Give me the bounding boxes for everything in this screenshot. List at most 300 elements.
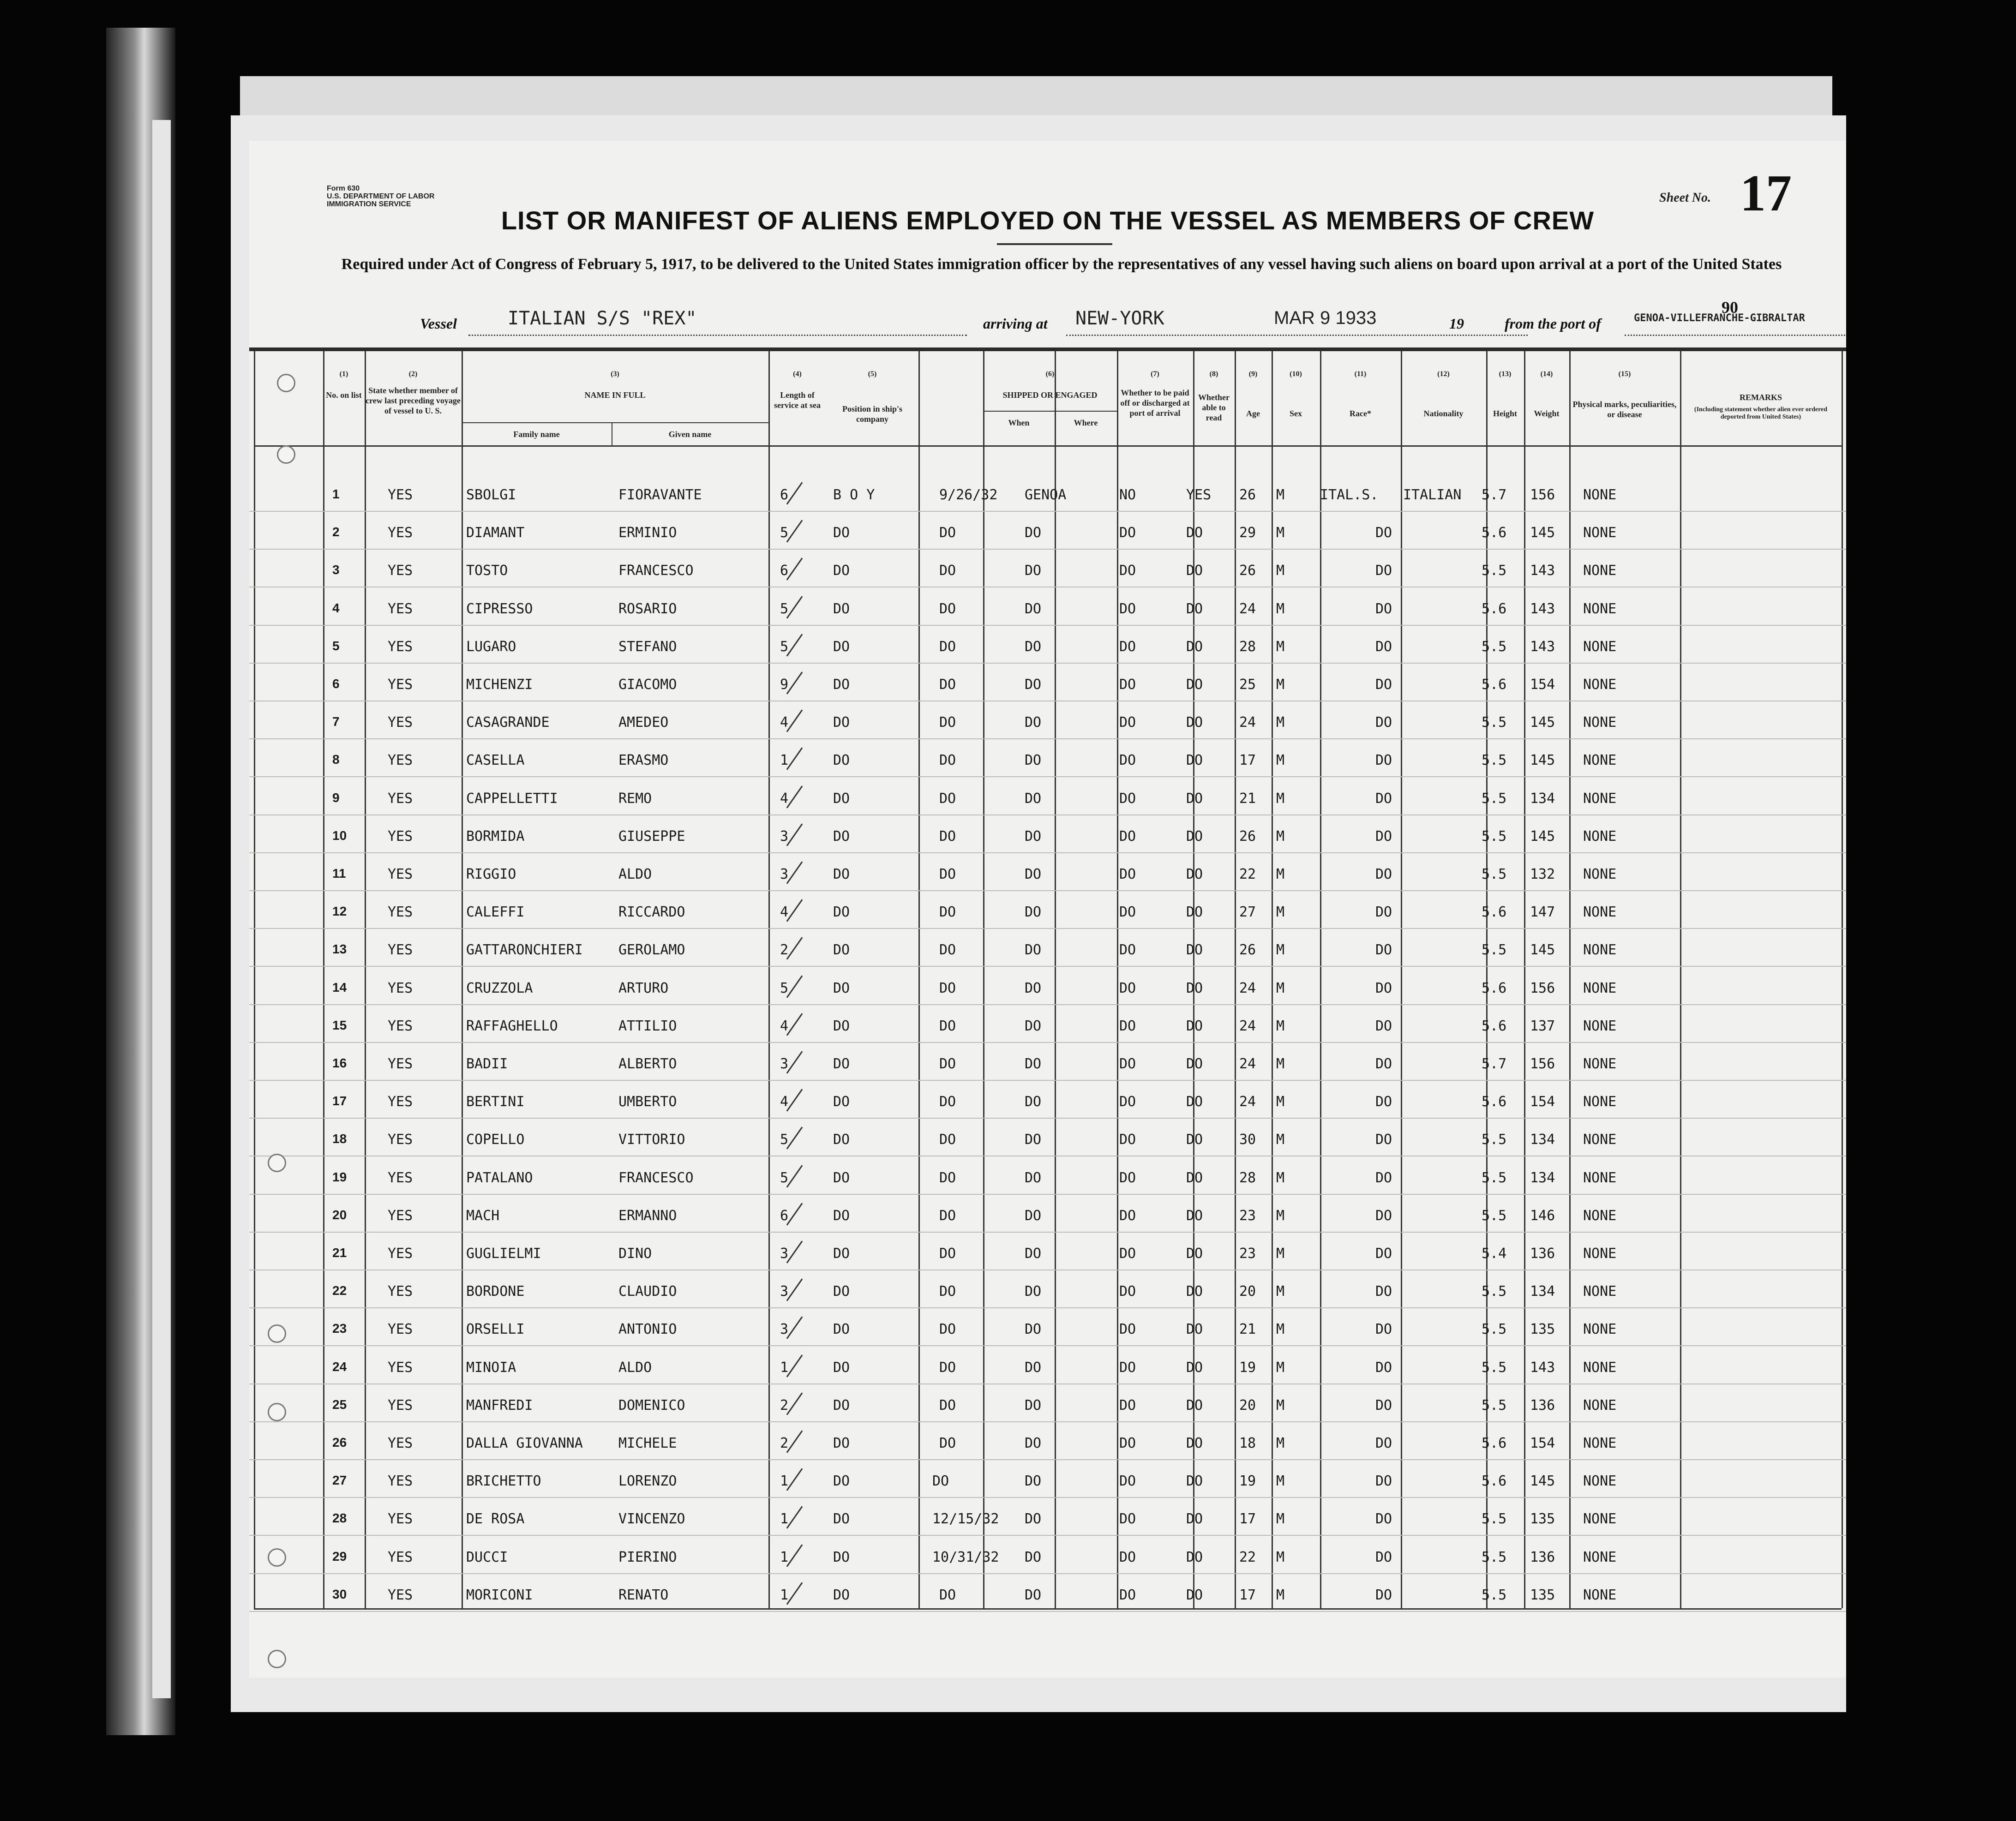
table-cell: DO xyxy=(1375,563,1392,579)
header-sex: Sex xyxy=(1290,409,1302,418)
table-cell: 135 xyxy=(1530,1321,1555,1338)
column-divider xyxy=(983,351,984,1608)
table-cell: RICCARDO xyxy=(618,904,685,921)
table-cell: DO xyxy=(1186,1169,1203,1186)
table-cell: DO xyxy=(1025,1169,1042,1186)
table-cell: DO xyxy=(939,1246,956,1262)
table-cell: DO xyxy=(833,1132,850,1148)
header-name: NAME IN FULL xyxy=(584,390,646,400)
table-cell: DO xyxy=(833,1587,850,1603)
table-cell: 27 xyxy=(1239,904,1256,921)
table-cell: 2 xyxy=(780,1435,789,1451)
row-rule xyxy=(249,890,1846,891)
check-mark xyxy=(786,975,803,998)
table-cell: 5 xyxy=(780,1132,789,1148)
table-cell: 154 xyxy=(1530,1435,1555,1451)
table-cell: MORICONI xyxy=(466,1587,533,1603)
table-cell: DO xyxy=(939,677,956,693)
table-cell: DO xyxy=(1025,525,1042,541)
check-mark xyxy=(786,710,803,732)
table-cell: DO xyxy=(939,1435,956,1451)
table-cell: COPELLO xyxy=(466,1132,525,1148)
check-mark xyxy=(786,1013,803,1036)
table-cell: YES xyxy=(388,487,413,503)
table-cell: 20 xyxy=(332,1207,347,1222)
column-divider xyxy=(1055,351,1056,1608)
table-cell: DO xyxy=(1375,866,1392,882)
table-cell: 5.6 xyxy=(1482,600,1507,617)
binder-hole xyxy=(277,445,295,464)
check-mark xyxy=(786,671,803,694)
table-cell: DO xyxy=(1025,1018,1042,1034)
table-cell: DO xyxy=(1375,1283,1392,1300)
table-cell: 4 xyxy=(780,1018,789,1034)
table-cell: DO xyxy=(1025,677,1042,693)
table-cell: DO xyxy=(833,525,850,541)
table-cell: DOMENICO xyxy=(618,1397,685,1414)
table-cell: DO xyxy=(833,1094,850,1110)
column-number: (8) xyxy=(1209,370,1218,378)
table-cell: 5.5 xyxy=(1482,790,1507,807)
table-cell: DE ROSA xyxy=(466,1511,525,1527)
table-cell: YES xyxy=(388,1169,413,1186)
check-mark xyxy=(786,1582,803,1605)
table-cell: DO xyxy=(1186,1587,1203,1603)
table-cell: M xyxy=(1276,525,1285,541)
row-rule xyxy=(249,1345,1846,1346)
table-cell: DO xyxy=(1186,677,1203,693)
check-mark xyxy=(786,785,803,808)
table-cell: 4 xyxy=(780,1094,789,1110)
table-cell: 2 xyxy=(332,525,340,539)
table-cell: DO xyxy=(1186,980,1203,996)
table-cell: DO xyxy=(1025,1587,1042,1603)
header-nationality: Nationality xyxy=(1423,409,1464,418)
table-cell: DO xyxy=(1375,828,1392,845)
header-no: No. on list xyxy=(326,390,362,400)
table-cell: YES xyxy=(388,904,413,921)
table-cell: 5 xyxy=(780,638,789,655)
table-cell: DO xyxy=(833,600,850,617)
check-mark xyxy=(786,1203,803,1225)
table-cell: 134 xyxy=(1530,1169,1555,1186)
table-cell: NONE xyxy=(1583,828,1617,845)
table-cell: YES xyxy=(388,563,413,579)
table-cell: DO xyxy=(1186,790,1203,807)
table-cell: NONE xyxy=(1583,1321,1617,1338)
table-cell: 134 xyxy=(1530,1132,1555,1148)
table-cell: DO xyxy=(1025,1473,1042,1490)
table-cell: 24 xyxy=(1239,1056,1256,1072)
table-cell: DUCCI xyxy=(466,1549,508,1565)
table-cell: NONE xyxy=(1583,1283,1617,1300)
table-cell: DO xyxy=(1375,714,1392,731)
table-cell: DO xyxy=(939,866,956,882)
table-cell: DO xyxy=(939,714,956,731)
check-mark xyxy=(786,1279,803,1301)
table-cell: DO xyxy=(939,1132,956,1148)
table-cell: DO xyxy=(1186,866,1203,882)
table-cell: 19 xyxy=(1239,1473,1256,1490)
table-cell: DO xyxy=(1119,1018,1136,1034)
table-cell: PIERINO xyxy=(618,1549,677,1565)
table-cell: DO xyxy=(833,1056,850,1072)
table-cell: 136 xyxy=(1530,1549,1555,1565)
table-cell: 134 xyxy=(1530,1283,1555,1300)
table-cell: 5.6 xyxy=(1482,1435,1507,1451)
table-cell: 4 xyxy=(780,904,789,921)
column-number: (11) xyxy=(1354,370,1367,378)
arriving-rule xyxy=(1066,335,1528,336)
table-cell: DO xyxy=(833,1397,850,1414)
check-mark xyxy=(786,748,803,770)
table-cell: BORDONE xyxy=(466,1283,525,1300)
table-cell: 137 xyxy=(1530,1018,1555,1034)
table-cell: YES xyxy=(388,525,413,541)
table-cell: DO xyxy=(1186,1473,1203,1490)
table-cell: NO xyxy=(1119,487,1136,503)
table-cell: DO xyxy=(1375,1587,1392,1603)
table-cell: DO xyxy=(939,1169,956,1186)
binder-hole xyxy=(268,1548,286,1567)
column-divider xyxy=(462,351,463,1608)
table-cell: DO xyxy=(1186,714,1203,731)
table-cell: 19 xyxy=(1239,1359,1256,1376)
header-height: Height xyxy=(1493,409,1517,418)
table-cell: DO xyxy=(1186,600,1203,617)
table-cell: DO xyxy=(1186,942,1203,958)
column-number: (10) xyxy=(1290,370,1302,378)
table-cell: DO xyxy=(1119,866,1136,882)
table-cell: DO xyxy=(939,1056,956,1072)
from-rule xyxy=(1625,335,1846,336)
table-cell: DALLA GIOVANNA xyxy=(466,1435,583,1451)
document-title: LIST OR MANIFEST OF ALIENS EMPLOYED ON THE VESSEL AS MEMBERS OF CREW xyxy=(501,206,1595,235)
table-cell: YES xyxy=(388,638,413,655)
table-cell: DO xyxy=(1025,752,1042,769)
header-physical: Physical marks, peculiarities, or disease xyxy=(1572,400,1677,419)
binder-hole xyxy=(268,1324,286,1343)
check-mark xyxy=(786,596,803,618)
table-cell: DO xyxy=(1186,1246,1203,1262)
table-cell: 5.5 xyxy=(1482,1132,1507,1148)
table-cell: DO xyxy=(1025,942,1042,958)
table-cell: 145 xyxy=(1530,1473,1555,1490)
table-cell: DO xyxy=(1375,904,1392,921)
table-cell: NONE xyxy=(1583,1435,1617,1451)
table-cell: 19 xyxy=(332,1169,347,1184)
table-cell: 25 xyxy=(332,1397,347,1412)
table-cell: BERTINI xyxy=(466,1094,525,1110)
table-cell: 5.5 xyxy=(1482,1587,1507,1603)
table-cell: DO xyxy=(1025,1321,1042,1338)
table-cell: CASELLA xyxy=(466,752,525,769)
table-cell: NONE xyxy=(1583,1587,1617,1603)
table-cell: 147 xyxy=(1530,904,1555,921)
table-cell: DO xyxy=(1375,980,1392,996)
vessel-value: ITALIAN S/S "REX" xyxy=(508,308,697,329)
table-cell: 10/31/32 xyxy=(932,1549,999,1565)
table-cell: VINCENZO xyxy=(618,1511,685,1527)
table-cell: DO xyxy=(833,980,850,996)
table-cell: 5.6 xyxy=(1482,1473,1507,1490)
table-cell: BADII xyxy=(466,1056,508,1072)
table-cell: M xyxy=(1276,904,1285,921)
table-cell: DO xyxy=(1025,1207,1042,1224)
table-cell: DO xyxy=(1119,1587,1136,1603)
column-number: (5) xyxy=(868,370,877,378)
form-number xyxy=(327,185,465,208)
table-cell: 17 xyxy=(332,1094,347,1108)
table-cell: DO xyxy=(1375,600,1392,617)
table-cell: NONE xyxy=(1583,1207,1617,1224)
table-cell: DO xyxy=(939,904,956,921)
row-rule xyxy=(249,1118,1846,1119)
check-mark xyxy=(786,1544,803,1567)
table-cell: DO xyxy=(939,1397,956,1414)
row-rule xyxy=(249,1194,1846,1195)
table-cell: M xyxy=(1276,980,1285,996)
table-cell: 5.5 xyxy=(1482,1321,1507,1338)
row-rule xyxy=(249,1080,1846,1081)
table-cell: M xyxy=(1276,1397,1285,1414)
title-rule xyxy=(997,243,1112,245)
check-mark xyxy=(786,937,803,960)
table-cell: 21 xyxy=(332,1246,347,1260)
table-cell: DO xyxy=(1025,638,1042,655)
table-cell: M xyxy=(1276,1321,1285,1338)
table-cell: M xyxy=(1276,1511,1285,1527)
table-cell: 5.5 xyxy=(1482,1283,1507,1300)
table-cell: NONE xyxy=(1583,1169,1617,1186)
column-number: (6) xyxy=(1045,370,1055,378)
table-cell: DO xyxy=(1375,790,1392,807)
table-cell: DO xyxy=(1119,942,1136,958)
check-mark xyxy=(786,1051,803,1073)
row-rule xyxy=(249,625,1846,626)
table-cell: 29 xyxy=(332,1549,347,1563)
table-cell: YES xyxy=(388,1283,413,1300)
check-mark xyxy=(786,1089,803,1112)
table-cell: 3 xyxy=(780,828,789,845)
arriving-label: arriving at xyxy=(983,315,1048,332)
table-cell: M xyxy=(1276,752,1285,769)
table-cell: DO xyxy=(1186,1056,1203,1072)
check-mark xyxy=(786,1430,803,1453)
table-cell: DO xyxy=(1025,1132,1042,1148)
table-cell: NONE xyxy=(1583,752,1617,769)
table-cell: DO xyxy=(833,1549,850,1565)
table-cell: DO xyxy=(1186,1397,1203,1414)
table-cell: 27 xyxy=(332,1473,347,1488)
row-rule xyxy=(249,928,1846,929)
header-rule xyxy=(254,445,1842,447)
table-cell: YES xyxy=(388,677,413,693)
table-cell: DO xyxy=(1375,1169,1392,1186)
table-cell: DO xyxy=(1375,752,1392,769)
row-rule xyxy=(249,511,1846,512)
table-cell: 145 xyxy=(1530,525,1555,541)
table-cell: 5 xyxy=(780,600,789,617)
table-cell: DO xyxy=(939,942,956,958)
table-cell: NONE xyxy=(1583,1056,1617,1072)
table-cell: DO xyxy=(1119,600,1136,617)
row-rule xyxy=(249,1497,1846,1498)
table-cell: GIACOMO xyxy=(618,677,677,693)
table-cell: 28 xyxy=(1239,1169,1256,1186)
table-cell: 3 xyxy=(780,866,789,882)
column-divider xyxy=(1272,351,1273,1608)
table-cell: DO xyxy=(833,866,850,882)
table-cell: ARTURO xyxy=(618,980,669,996)
table-cell: 136 xyxy=(1530,1397,1555,1414)
table-cell: DO xyxy=(833,638,850,655)
column-number: (15) xyxy=(1618,370,1631,378)
table-cell: DO xyxy=(1186,904,1203,921)
table-cell: DO xyxy=(939,980,956,996)
check-mark xyxy=(786,899,803,922)
table-cell: DO xyxy=(1375,525,1392,541)
table-cell: 1 xyxy=(780,1549,789,1565)
row-rule xyxy=(249,549,1846,550)
table-cell: ALDO xyxy=(618,1359,652,1376)
table-cell: NONE xyxy=(1583,1018,1617,1034)
sheet-label: Sheet No. xyxy=(1659,191,1711,205)
table-cell: M xyxy=(1276,1207,1285,1224)
table-cell: B O Y xyxy=(833,487,875,503)
table-cell: 5.6 xyxy=(1482,677,1507,693)
table-cell: YES xyxy=(1186,487,1212,503)
header-remarks: REMARKS xyxy=(1739,393,1782,402)
table-cell: 146 xyxy=(1530,1207,1555,1224)
row-rule xyxy=(249,663,1846,664)
page-number: 90 xyxy=(1722,298,1738,317)
table-cell: 5.5 xyxy=(1482,752,1507,769)
table-cell: YES xyxy=(388,1397,413,1414)
table-cell: DO xyxy=(833,904,850,921)
table-top-border xyxy=(249,347,1846,351)
table-cell: DO xyxy=(833,1511,850,1527)
manifest-sheet xyxy=(249,141,1846,1677)
table-cell: DO xyxy=(1119,1397,1136,1414)
column-number: (1) xyxy=(339,370,348,378)
check-mark xyxy=(786,1354,803,1377)
table-cell: 9/26/32 xyxy=(939,487,998,503)
table-cell: 14 xyxy=(332,980,347,994)
table-cell: DO xyxy=(833,1018,850,1034)
table-cell: 7 xyxy=(332,714,340,729)
table-cell: 29 xyxy=(1239,525,1256,541)
table-cell: 23 xyxy=(332,1321,347,1336)
table-cell: DO xyxy=(1375,1549,1392,1565)
table-cell: DO xyxy=(1119,1094,1136,1110)
header-shipped: SHIPPED OR ENGAGED xyxy=(1002,390,1098,400)
table-cell: YES xyxy=(388,714,413,731)
table-cell: SBOLGI xyxy=(466,487,516,503)
header-family: Family name xyxy=(513,430,560,439)
table-cell: FRANCESCO xyxy=(618,1169,694,1186)
table-cell: 26 xyxy=(1239,563,1256,579)
table-cell: GEROLAMO xyxy=(618,942,685,958)
table-cell: DO xyxy=(1119,904,1136,921)
column-number: (2) xyxy=(408,370,418,378)
table-cell: NONE xyxy=(1583,1473,1617,1490)
table-cell: M xyxy=(1276,714,1285,731)
table-cell: CAPPELLETTI xyxy=(466,790,558,807)
row-rule xyxy=(249,852,1846,853)
row-rule xyxy=(249,1459,1846,1460)
column-divider xyxy=(1569,351,1571,1608)
table-cell: 136 xyxy=(1530,1246,1555,1262)
table-cell: DO xyxy=(1025,1435,1042,1451)
table-cell: 5.6 xyxy=(1482,525,1507,541)
table-cell: DO xyxy=(1025,1056,1042,1072)
table-cell: DO xyxy=(1119,752,1136,769)
check-mark xyxy=(786,1468,803,1491)
table-cell: 145 xyxy=(1530,752,1555,769)
table-cell: NONE xyxy=(1583,525,1617,541)
table-cell: M xyxy=(1276,1018,1285,1034)
table-cell: 15 xyxy=(332,1018,347,1032)
table-cell: YES xyxy=(388,1359,413,1376)
table-cell: DO xyxy=(1025,790,1042,807)
table-cell: DO xyxy=(1119,525,1136,541)
table-cell: DO xyxy=(1375,1246,1392,1262)
table-cell: YES xyxy=(388,1207,413,1224)
header-age: Age xyxy=(1246,409,1260,418)
table-bottom-rule xyxy=(254,1608,1842,1610)
table-cell: 18 xyxy=(1239,1435,1256,1451)
table-cell: 145 xyxy=(1530,828,1555,845)
column-number: (14) xyxy=(1540,370,1553,378)
table-cell: NONE xyxy=(1583,942,1617,958)
table-cell: 26 xyxy=(1239,828,1256,845)
from-port-value: GENOA-VILLEFRANCHE-GIBRALTAR xyxy=(1634,312,1805,324)
column-divider xyxy=(1117,351,1118,1608)
table-cell: YES xyxy=(388,866,413,882)
table-cell: STEFANO xyxy=(618,638,677,655)
table-cell: YES xyxy=(388,942,413,958)
column-number: (7) xyxy=(1151,370,1159,378)
row-rule xyxy=(249,776,1846,777)
table-cell: DO xyxy=(1025,980,1042,996)
table-cell: 5.7 xyxy=(1482,487,1507,503)
table-cell: DO xyxy=(833,790,850,807)
arriving-value: NEW-YORK xyxy=(1075,308,1164,329)
table-cell: 5.5 xyxy=(1482,1549,1507,1565)
table-cell: M xyxy=(1276,1359,1285,1376)
table-cell: REMO xyxy=(618,790,652,807)
table-cell: DO xyxy=(1119,1435,1136,1451)
table-cell: M xyxy=(1276,1132,1285,1148)
table-cell: DO xyxy=(1025,828,1042,845)
header-weight: Weight xyxy=(1534,409,1560,418)
table-cell: DO xyxy=(1375,1321,1392,1338)
table-cell: YES xyxy=(388,1246,413,1262)
table-cell: DO xyxy=(1375,1018,1392,1034)
table-cell: DO xyxy=(833,1435,850,1451)
table-cell: 156 xyxy=(1530,1056,1555,1072)
table-cell: DO xyxy=(833,714,850,731)
row-rule xyxy=(249,1004,1846,1005)
table-cell: 6 xyxy=(780,487,789,503)
table-cell: 143 xyxy=(1530,600,1555,617)
table-cell: DO xyxy=(939,638,956,655)
table-cell: 26 xyxy=(332,1435,347,1450)
table-cell: DO xyxy=(833,942,850,958)
table-cell: 5.5 xyxy=(1482,1359,1507,1376)
check-mark xyxy=(786,1392,803,1415)
